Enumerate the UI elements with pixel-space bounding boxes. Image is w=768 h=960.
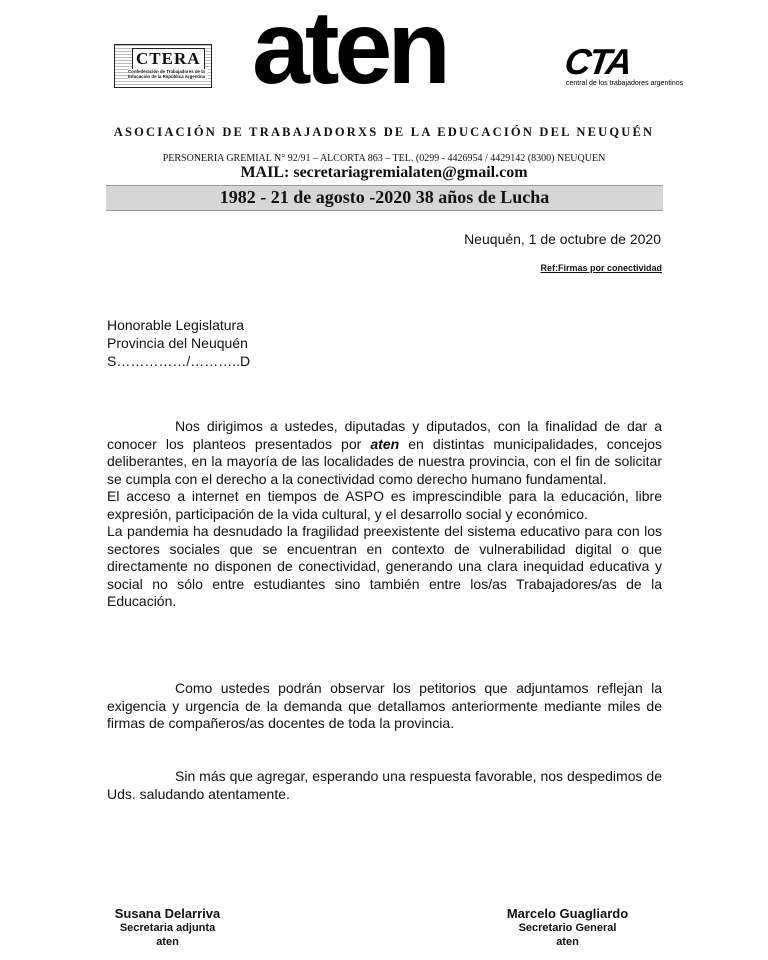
paragraph-text bbox=[107, 418, 662, 488]
paragraph-text: La pandemia ha desnudado la fragilidad preexistente del sistema educativo para con los sectores sociales que se encuentran en contexto de vulnerabilidad digital o que directamente no disponen de conectividad, generando una clara inequidad educativa y social no sólo entre estudiantes sino también entre los/as Trabajadores/as de la Educación. bbox=[107, 523, 662, 609]
paragraph-lead: Nos dirigimos a ustedes, diputadas y diputados, con la finalidad de dar a conocer los planteos presentados por bbox=[107, 418, 662, 452]
closing-paragraph bbox=[107, 768, 662, 803]
signature-name: Susana Delarriva bbox=[114, 906, 221, 921]
body-paragraph-1 bbox=[107, 418, 662, 611]
signature-left bbox=[100, 906, 235, 949]
signature-org: aten bbox=[556, 936, 579, 948]
organization-name: ASOCIACIÓN DE TRABAJADORXS DE LA EDUCACIÓN DEL NEUQUÉN bbox=[113, 125, 655, 139]
ctera-logo-subtitle: Confederación de Trabajadores de la Educación de la República Argentina bbox=[128, 69, 208, 79]
anniversary-banner-text: 1982 - 21 de agosto -2020 38 años de Lucha bbox=[219, 187, 550, 207]
paragraph-rest: en distintas municipalidades, concejos deliberantes, en la mayoría de las localidades de nuestra provincia, con el fin de solicitar se cumpla con el derecho a la conectividad como derecho humano fundamental. bbox=[107, 435, 662, 487]
signature-name: Marcelo Guagliardo bbox=[506, 906, 629, 921]
aten-logo: aten bbox=[252, 0, 446, 106]
cta-logo: CTA bbox=[562, 41, 634, 82]
recipient-block bbox=[107, 316, 250, 370]
signature-role: Secretaria adjunta bbox=[119, 922, 216, 934]
signature-right bbox=[490, 906, 645, 949]
signature-role: Secretario General bbox=[518, 922, 617, 934]
signature-org: aten bbox=[156, 936, 179, 948]
paragraph-text: Sin más que agregar, esperando una respuesta favorable, nos despedimos de Uds. saludando atentamente. bbox=[107, 768, 662, 802]
recipient-line: S……………/………..D bbox=[107, 353, 251, 369]
organization-info: PERSONERIA GREMIAL N° 92/91 – ALCORTA 863 – TEL. (0299 - 4426954 / 4429142 (8300) NEUQUEN bbox=[162, 153, 606, 164]
paragraph-text: Como ustedes podrán observar los petitorios que adjuntamos reflejan la exigencia y urgencia de la demanda que detallamos anteriormente mediante miles de firmas de compañeros/as docentes de toda la provincia. bbox=[107, 680, 662, 731]
organization-mail: MAIL: secretariagremialaten@gmail.com bbox=[240, 164, 528, 181]
anniversary-banner bbox=[106, 185, 663, 211]
ctera-logo bbox=[114, 44, 212, 88]
recipient-line: Honorable Legislatura bbox=[107, 317, 244, 333]
paragraph-text: El acceso a internet en tiempos de ASPO es imprescindible para la educación, libre expresión, participación de la vida cultural, y el desarrollo social y económico. bbox=[107, 488, 662, 522]
letter-date: Neuquén, 1 de octubre de 2020 bbox=[464, 231, 661, 247]
recipient-line: Provincia del Neuquén bbox=[107, 335, 248, 351]
cta-logo-subtitle: central de los trabajadores argentinos bbox=[566, 80, 684, 87]
body-paragraph-2 bbox=[107, 680, 662, 733]
aten-emphasis: aten bbox=[370, 435, 400, 452]
ctera-logo-word: CTERA bbox=[132, 48, 205, 70]
letter-reference: Ref:Firmas por conectividad bbox=[540, 263, 662, 273]
